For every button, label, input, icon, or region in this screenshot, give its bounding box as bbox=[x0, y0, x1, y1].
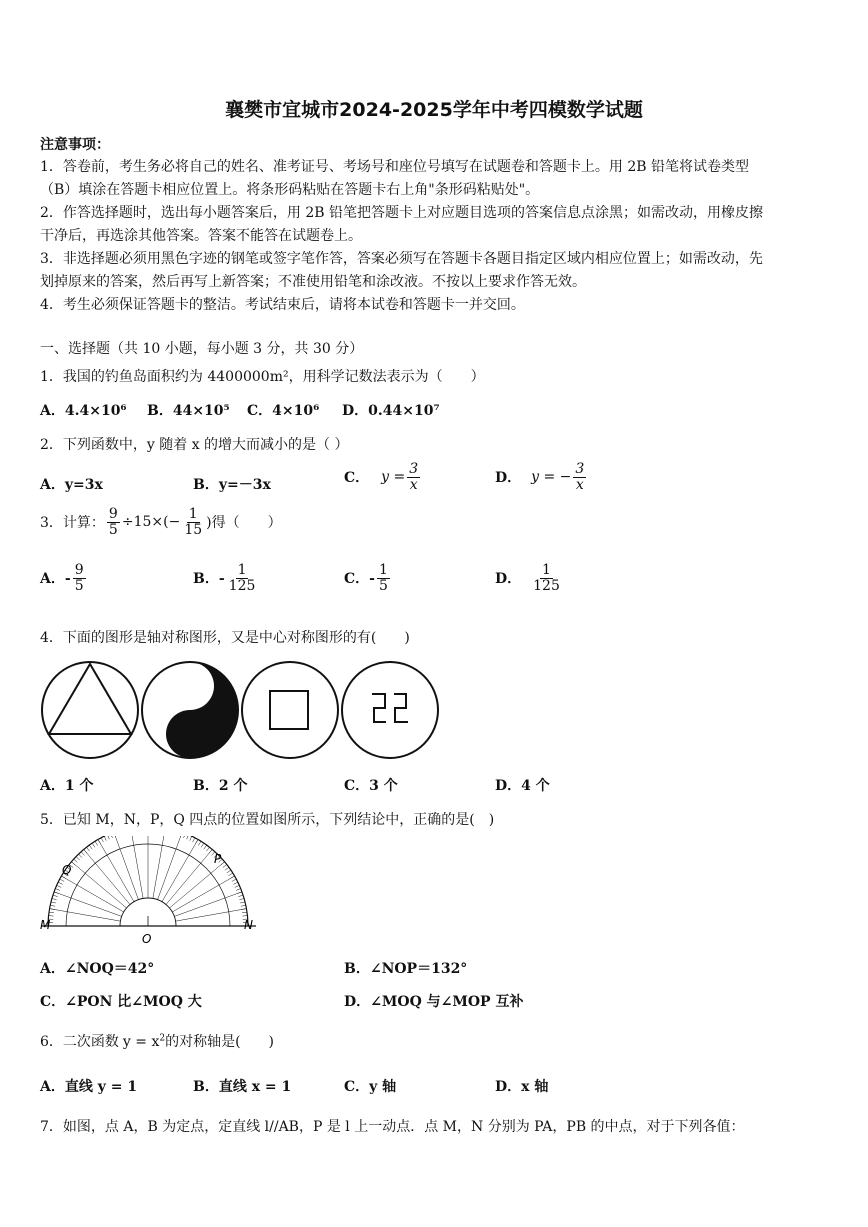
q3-option-b: B．- $\frac{1}{125}$ bbox=[193, 562, 256, 594]
q5-option-d: D．∠MOQ 与∠MOP 互补 bbox=[344, 994, 524, 1010]
q3-option-c: C．- $\frac{1}{5}$ bbox=[344, 562, 388, 594]
protractor-figure bbox=[38, 836, 268, 946]
q2-d-lhs: y = − bbox=[531, 469, 572, 486]
q2-d-label: D． bbox=[495, 470, 522, 487]
triangle-in-circle-figure bbox=[42, 662, 138, 758]
q3-d-fraction: $\frac{1}{125}$ bbox=[533, 562, 560, 594]
q6-equation: y = x bbox=[122, 1034, 160, 1050]
q4-option-c: C．3 个 bbox=[344, 778, 398, 794]
note-line: （B）填涂在答题卡相应位置上。将条形码粘贴在答题卡右上角"条形码粘贴处"。 bbox=[40, 182, 540, 198]
question-1-stem: 1．我国的钓鱼岛面积约为 4400000m²，用科学记数法表示为（ ） bbox=[40, 369, 485, 385]
q1-option-d: D．0.44×10⁷ bbox=[342, 403, 440, 419]
point-q-label: Q bbox=[62, 863, 72, 877]
question-2-stem: 2．下列函数中，y 随着 x 的增大而减小的是（ ） bbox=[40, 437, 349, 453]
pattern-in-circle-figure bbox=[342, 662, 438, 758]
q5-option-b: B．∠NOP＝132° bbox=[344, 961, 468, 977]
q3-a-fraction: $\frac{9}{5}$ bbox=[74, 562, 84, 594]
q3-option-d: D． $\frac{1}{125}$ bbox=[495, 562, 560, 594]
point-n-label: N bbox=[244, 918, 253, 932]
section-heading: 一、选择题（共 10 小题，每小题 3 分，共 30 分） bbox=[40, 341, 364, 357]
notes-heading: 注意事项： bbox=[40, 137, 110, 153]
q5-option-a: A．∠NOQ＝42° bbox=[40, 961, 155, 977]
question-3-stem bbox=[40, 507, 282, 537]
q4-figures bbox=[40, 658, 440, 762]
note-line: 划掉原来的答案，然后再写上新答案；不准使用铅笔和涂改液。不按以上要求作答无效。 bbox=[40, 274, 586, 290]
q2-c-fraction: $\frac{3}{x}$ bbox=[409, 461, 419, 493]
q2-option-c bbox=[344, 462, 422, 492]
q6-option-a: A．直线 y = 1 bbox=[40, 1079, 138, 1095]
q2-d-fraction: $\frac{3}{x}$ bbox=[575, 461, 585, 493]
question-6-stem: 6．二次函数 $y = x^2$的对称轴是( ) bbox=[40, 1033, 275, 1050]
protractor-drawing bbox=[42, 836, 256, 926]
note-line: 1．答卷前，考生务必将自己的姓名、准考证号、考场号和座位号填写在试题卷和答题卡上。用 2B 铅笔将试卷类型 bbox=[40, 159, 749, 175]
square-in-circle-figure bbox=[242, 662, 338, 758]
q3-suffix: )得（ ） bbox=[206, 515, 282, 532]
note-line: 干净后，再选涂其他答案。答案不能答在试题卷上。 bbox=[40, 228, 362, 244]
q1-option-a: A．4.4×10⁶ bbox=[40, 403, 127, 419]
point-p-label: P bbox=[214, 852, 222, 866]
q4-option-d: D．4 个 bbox=[495, 778, 550, 794]
q3-b-fraction: $\frac{1}{125}$ bbox=[228, 562, 256, 594]
note-line: 3．非选择题必须用黑色字迹的钢笔或签字笔作答，答案必须写在答题卡各题目指定区域内相应位置上；如需改动，先 bbox=[40, 251, 763, 267]
q6-option-b: B．直线 x = 1 bbox=[193, 1079, 292, 1095]
question-4-stem: 4．下面的图形是轴对称图形，又是中心对称图形的有( ) bbox=[40, 630, 410, 646]
q6-option-d: D．x 轴 bbox=[495, 1079, 549, 1095]
question-7-stem: 7．如图，点 A，B 为定点，定直线 l//AB，P 是 l 上一动点．点 M，N 分别为 PA，PB 的中点，对于下列各值： bbox=[40, 1119, 745, 1135]
q2-option-a: A．y=3x bbox=[40, 477, 103, 493]
q3-fraction-1: $\frac{9}{5}$ bbox=[108, 506, 118, 538]
q6-option-c: C．y 轴 bbox=[344, 1079, 397, 1095]
q3-mid: ÷15×(− bbox=[121, 514, 181, 531]
note-line: 2．作答选择题时，选出每小题答案后，用 2B 铅笔把答题卡上对应题目选项的答案信息点涂黑；如需改动，用橡皮擦 bbox=[40, 205, 763, 221]
point-m-label: M bbox=[40, 918, 51, 932]
q3-c-fraction: $\frac{1}{5}$ bbox=[378, 562, 388, 594]
q3-option-a: A．- $\frac{9}{5}$ bbox=[40, 562, 84, 594]
q1-option-c: C．4×10⁶ bbox=[247, 403, 320, 419]
q4-option-b: B．2 个 bbox=[193, 778, 248, 794]
q2-option-b: B．y=－3x bbox=[193, 477, 271, 493]
yin-yang-figure bbox=[142, 662, 238, 758]
q6-exponent: 2 bbox=[159, 1033, 166, 1044]
page-title: 襄樊市宜城市2024-2025学年中考四模数学试题 bbox=[225, 99, 643, 121]
note-line: 4．考生必须保证答题卡的整洁。考试结束后，请将本试卷和答题卡一并交回。 bbox=[40, 297, 525, 313]
question-5-stem: 5．已知 M，N，P，Q 四点的位置如图所示，下列结论中，正确的是( ) bbox=[40, 812, 495, 828]
q3-prefix: 3．计算： bbox=[40, 515, 105, 532]
q1-option-b: B．44×10⁵ bbox=[147, 403, 230, 419]
q3-fraction-2: $\frac{1}{15}$ bbox=[184, 506, 203, 538]
q5-option-c: C．∠PON 比∠MOQ 大 bbox=[40, 994, 202, 1010]
q4-option-a: A．1 个 bbox=[40, 778, 94, 794]
q2-option-d bbox=[495, 462, 588, 492]
q2-c-lhs: y = bbox=[381, 469, 406, 486]
q2-c-label: C． bbox=[344, 470, 370, 487]
point-o-label: O bbox=[142, 932, 152, 946]
